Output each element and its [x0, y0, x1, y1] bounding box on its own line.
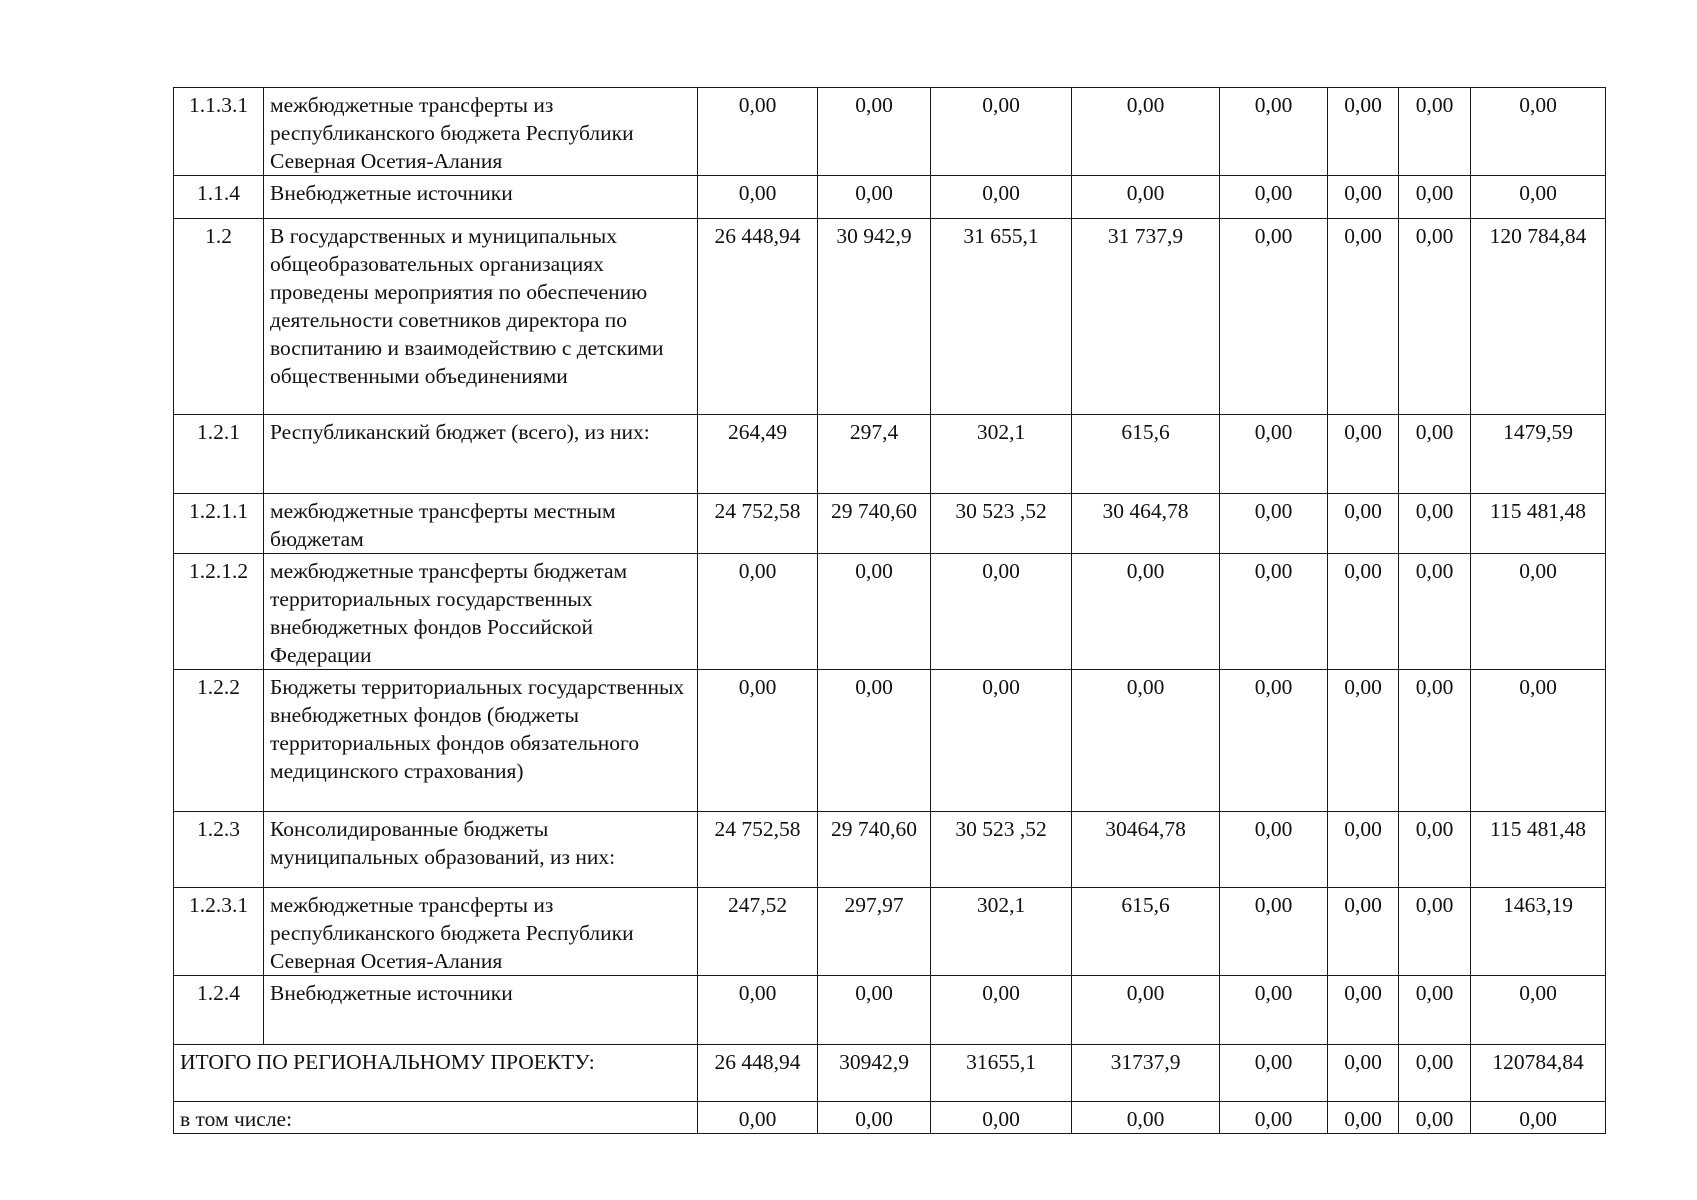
row-value-5: 0,00 [1220, 976, 1328, 1045]
total-value-6: 0,00 [1328, 1045, 1399, 1102]
row-code: 1.1.3.1 [174, 88, 264, 176]
row-value-1: 264,49 [698, 415, 818, 494]
table-row [174, 415, 1606, 494]
row-value-1: 0,00 [698, 176, 818, 219]
row-code: 1.2.3 [174, 812, 264, 888]
row-value-3: 30 523 ,52 [931, 812, 1072, 888]
row-value-4: 0,00 [1072, 554, 1220, 670]
row-value-1: 0,00 [698, 976, 818, 1045]
row-value-7: 0,00 [1399, 670, 1471, 812]
row-value-7: 0,00 [1399, 219, 1471, 415]
row-name: Внебюджетные источники [264, 976, 698, 1045]
row-value-1: 0,00 [698, 88, 818, 176]
row-value-5: 0,00 [1220, 554, 1328, 670]
row-value-2: 0,00 [818, 176, 931, 219]
row-value-5: 0,00 [1220, 415, 1328, 494]
table-row [174, 976, 1606, 1045]
row-code: 1.2.2 [174, 670, 264, 812]
row-name: межбюджетные трансферты бюджетам территориальных государственных внебюджетных фондов Российской Федерации [264, 554, 698, 670]
row-value-1: 24 752,58 [698, 812, 818, 888]
total-value-1: 26 448,94 [698, 1045, 818, 1102]
row-value-7: 0,00 [1399, 415, 1471, 494]
row-value-1: 0,00 [698, 554, 818, 670]
row-name: Республиканский бюджет (всего), из них: [264, 415, 698, 494]
row-value-6: 0,00 [1328, 888, 1399, 976]
row-name: межбюджетные трансферты местным бюджетам [264, 494, 698, 554]
table-row [174, 670, 1606, 812]
total-label: ИТОГО ПО РЕГИОНАЛЬНОМУ ПРОЕКТУ: [174, 1045, 698, 1102]
row-value-1: 26 448,94 [698, 219, 818, 415]
row-value-6: 0,00 [1328, 554, 1399, 670]
row-value-3: 31 655,1 [931, 219, 1072, 415]
row-value-1: 247,52 [698, 888, 818, 976]
row-name: Бюджеты территориальных государственных внебюджетных фондов (бюджеты территориальных фондов обязательного медицинского страхования) [264, 670, 698, 812]
row-value-2: 30 942,9 [818, 219, 931, 415]
row-value-7: 0,00 [1399, 812, 1471, 888]
row-value-3: 0,00 [931, 670, 1072, 812]
row-value-8: 0,00 [1471, 976, 1606, 1045]
total-value-7: 0,00 [1399, 1045, 1471, 1102]
row-value-8: 0,00 [1471, 670, 1606, 812]
row-value-2: 29 740,60 [818, 812, 931, 888]
row-value-3: 30 523 ,52 [931, 494, 1072, 554]
row-name: Консолидированные бюджеты муниципальных образований, из них: [264, 812, 698, 888]
row-value-8: 1479,59 [1471, 415, 1606, 494]
total-row [174, 1045, 1606, 1102]
including-value-6: 0,00 [1328, 1102, 1399, 1134]
row-value-2: 297,97 [818, 888, 931, 976]
row-value-7: 0,00 [1399, 494, 1471, 554]
row-code: 1.1.4 [174, 176, 264, 219]
row-code: 1.2 [174, 219, 264, 415]
row-value-6: 0,00 [1328, 219, 1399, 415]
row-code: 1.2.3.1 [174, 888, 264, 976]
row-value-1: 24 752,58 [698, 494, 818, 554]
row-value-2: 0,00 [818, 88, 931, 176]
total-value-3: 31655,1 [931, 1045, 1072, 1102]
row-value-6: 0,00 [1328, 670, 1399, 812]
row-value-5: 0,00 [1220, 88, 1328, 176]
row-value-3: 0,00 [931, 88, 1072, 176]
row-value-8: 120 784,84 [1471, 219, 1606, 415]
row-value-6: 0,00 [1328, 976, 1399, 1045]
total-value-5: 0,00 [1220, 1045, 1328, 1102]
row-value-6: 0,00 [1328, 88, 1399, 176]
row-value-3: 0,00 [931, 976, 1072, 1045]
budget-table [173, 87, 1606, 1134]
including-value-7: 0,00 [1399, 1102, 1471, 1134]
including-row [174, 1102, 1606, 1134]
row-value-8: 1463,19 [1471, 888, 1606, 976]
row-value-8: 0,00 [1471, 176, 1606, 219]
table-row [174, 888, 1606, 976]
row-value-4: 0,00 [1072, 976, 1220, 1045]
including-value-8: 0,00 [1471, 1102, 1606, 1134]
table-row [174, 88, 1606, 176]
row-value-8: 0,00 [1471, 554, 1606, 670]
row-value-8: 115 481,48 [1471, 494, 1606, 554]
row-value-6: 0,00 [1328, 812, 1399, 888]
including-value-1: 0,00 [698, 1102, 818, 1134]
row-value-3: 302,1 [931, 888, 1072, 976]
row-code: 1.2.1.1 [174, 494, 264, 554]
row-value-2: 0,00 [818, 554, 931, 670]
row-value-4: 30 464,78 [1072, 494, 1220, 554]
row-value-2: 0,00 [818, 976, 931, 1045]
row-value-2: 0,00 [818, 670, 931, 812]
row-code: 1.2.1 [174, 415, 264, 494]
table-row [174, 219, 1606, 415]
table-row [174, 494, 1606, 554]
total-value-4: 31737,9 [1072, 1045, 1220, 1102]
including-value-4: 0,00 [1072, 1102, 1220, 1134]
row-value-4: 615,6 [1072, 415, 1220, 494]
table-row [174, 812, 1606, 888]
row-value-7: 0,00 [1399, 976, 1471, 1045]
row-value-5: 0,00 [1220, 494, 1328, 554]
row-value-5: 0,00 [1220, 888, 1328, 976]
row-value-4: 0,00 [1072, 88, 1220, 176]
including-value-2: 0,00 [818, 1102, 931, 1134]
row-value-6: 0,00 [1328, 415, 1399, 494]
row-value-5: 0,00 [1220, 670, 1328, 812]
row-value-7: 0,00 [1399, 88, 1471, 176]
row-value-4: 30464,78 [1072, 812, 1220, 888]
row-value-8: 115 481,48 [1471, 812, 1606, 888]
row-value-2: 297,4 [818, 415, 931, 494]
row-value-2: 29 740,60 [818, 494, 931, 554]
row-name: межбюджетные трансферты из республиканского бюджета Республики Северная Осетия-Алания [264, 88, 698, 176]
including-label: в том числе: [174, 1102, 698, 1134]
row-name: В государственных и муниципальных общеобразовательных организациях проведены мероприятия по обеспечению деятельности советников директора по воспитанию и взаимодействию с детскими общественными объединениями [264, 219, 698, 415]
row-name: межбюджетные трансферты из республиканского бюджета Республики Северная Осетия-Алания [264, 888, 698, 976]
row-value-3: 0,00 [931, 554, 1072, 670]
row-code: 1.2.4 [174, 976, 264, 1045]
total-value-2: 30942,9 [818, 1045, 931, 1102]
row-value-4: 615,6 [1072, 888, 1220, 976]
row-value-7: 0,00 [1399, 554, 1471, 670]
row-value-4: 0,00 [1072, 176, 1220, 219]
including-value-5: 0,00 [1220, 1102, 1328, 1134]
table-row [174, 176, 1606, 219]
including-value-3: 0,00 [931, 1102, 1072, 1134]
total-value-8: 120784,84 [1471, 1045, 1606, 1102]
row-value-3: 0,00 [931, 176, 1072, 219]
row-value-3: 302,1 [931, 415, 1072, 494]
row-name: Внебюджетные источники [264, 176, 698, 219]
budget-table-body [174, 88, 1606, 1134]
row-value-6: 0,00 [1328, 494, 1399, 554]
row-value-5: 0,00 [1220, 812, 1328, 888]
row-value-7: 0,00 [1399, 888, 1471, 976]
row-value-4: 0,00 [1072, 670, 1220, 812]
row-value-6: 0,00 [1328, 176, 1399, 219]
row-value-8: 0,00 [1471, 88, 1606, 176]
row-value-5: 0,00 [1220, 176, 1328, 219]
row-value-7: 0,00 [1399, 176, 1471, 219]
row-value-5: 0,00 [1220, 219, 1328, 415]
row-value-4: 31 737,9 [1072, 219, 1220, 415]
table-row [174, 554, 1606, 670]
row-code: 1.2.1.2 [174, 554, 264, 670]
row-value-1: 0,00 [698, 670, 818, 812]
